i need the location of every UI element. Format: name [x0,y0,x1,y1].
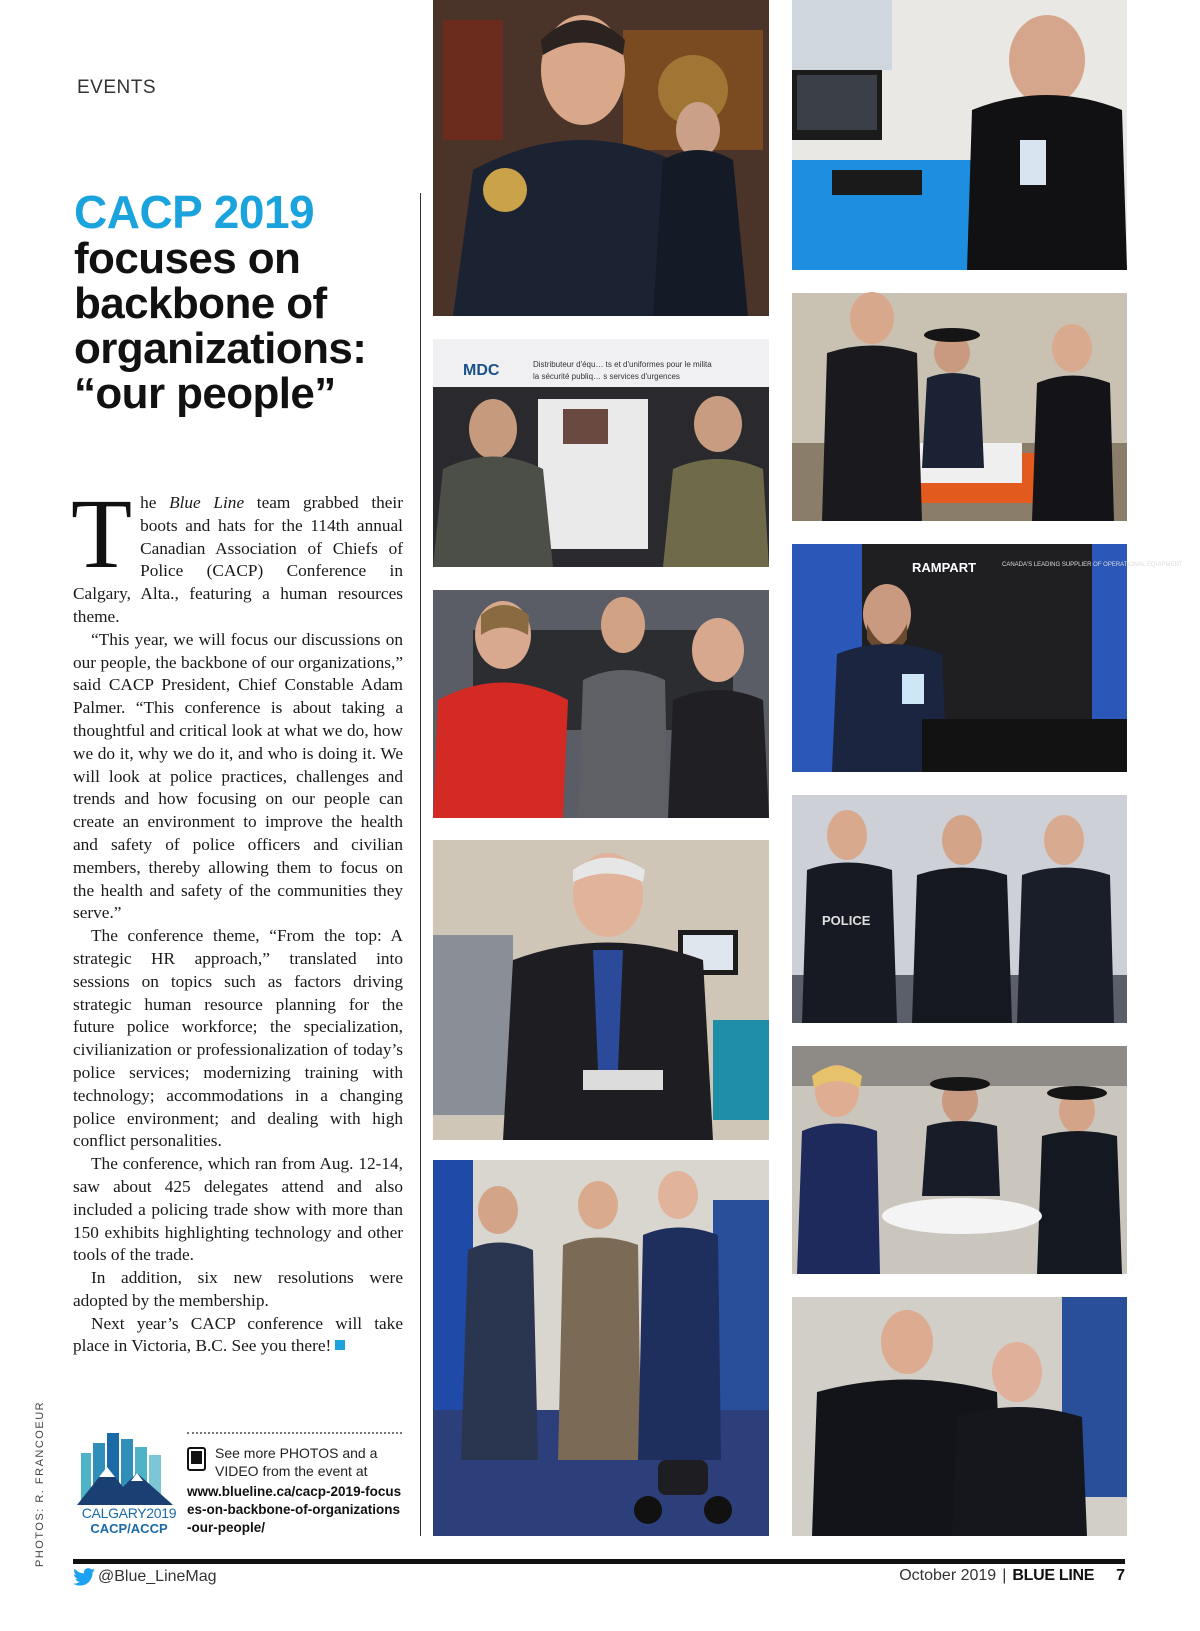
mdc-tagline-2: la sécurité publiq… s services d'urgences [533,372,680,381]
twitter-handle[interactable]: @Blue_LineMag [98,1568,217,1585]
mdc-brand-text: MDC [463,362,500,379]
paragraph-4: The conference, which ran from Aug. 12-14, saw about 425 delegates attend and also included a policing trade show with more than 150 exhibits highlighting technology and other tools of the trade. [73,1154,403,1265]
magazine-name: BLUE LINE [1012,1567,1095,1584]
more-photos-link[interactable]: www.blueline.ca/cacp-2019-focuses-on-backbone-of-organizations-our-people/ [187,1484,402,1535]
publication-name: Blue Line [169,493,245,512]
photo-5-art [433,1160,769,1536]
photo-11-art [792,1297,1127,1536]
paragraph-6 [73,1313,403,1359]
footer-rule [73,1559,1125,1564]
police-vest-text: POLICE [822,913,871,928]
photo-three-delegates [433,1160,769,1536]
photo-delegate-portrait [433,840,769,1140]
paragraph-1-rest: team grabbed their boots and hats for the 114th annual Canadian Association of Chiefs of Police (CACP) Conference in Calgary, Alta., featuring a human resources theme. [73,493,403,626]
photo-10-art [792,1046,1127,1274]
dotted-divider [187,1432,402,1434]
photo-chief-speaking [433,0,769,316]
headline-line-3: organizations: [74,324,367,373]
rampart-tagline: CANADA'S LEADING SUPPLIER OF OPERATIONAL EQUIPMENT [1002,562,1183,568]
photo-credit: PHOTOS: R. FRANCOEUR [34,1400,46,1567]
logo-org: CACP/ACCP [90,1521,168,1536]
headline-line-2: backbone of [74,279,327,328]
rampart-brand-text: RAMPART [912,560,977,575]
end-mark [335,1340,345,1350]
photo-two-officers [792,1297,1127,1536]
footer-folio [899,1567,1125,1585]
photo-equipment-table [792,293,1127,521]
paragraph-2: “This year, we will focus our discussions on our people, the backbone of our organizations,” said CACP President, Chief Constable Adam Palmer. “This conference is about taking a thoughtful and critical look at what we do, how we do it, why we do it, and who is doing it. We will look at police practices, challenges and trends and how focusing on our people can create an environment to improve the health and safety of police officers and civilian members, thereby allowing them to focus on the health and safety of the communities they serve.” [73,629,403,923]
paragraph-1-start: he [140,493,170,512]
column-divider [420,193,421,1536]
photo-9-art [792,795,1127,1023]
page-number: 7 [1116,1567,1125,1584]
paragraph-5: In addition, six new resolutions were adopted by the membership. [73,1268,403,1310]
photo-8-art [792,544,1183,772]
headline-accent: CACP 2019 [74,186,315,238]
section-label: EVENTS [77,77,157,98]
photo-6-art [792,0,1127,270]
photo-three-officers [792,795,1127,1023]
photo-2-art [433,339,769,567]
paragraph-1 [71,478,403,629]
twitter-icon [73,1568,95,1586]
more-photos-text: See more PHOTOS and a VIDEO from the event at [215,1445,378,1479]
article-body [71,478,403,1358]
photo-table-chat [792,1046,1127,1274]
photo-7-art [792,293,1127,521]
photo-4-art [433,840,769,1140]
photo-mdc-booth [433,339,769,567]
paragraph-3: The conference theme, “From the top: A strategic HR approach,” translated into sessions on topics such as factors driving strategic human resource planning for the future police workforce; the specialization, civilianization or professionalization of today’s police services; modernizing training with technology; accommodations in a changing police environment; and dealing with high conflict personalities. [73,926,403,1151]
drop-cap: T [71,478,133,589]
headline-line-1: focuses on [74,234,301,283]
headline-line-4: “our people” [74,369,336,418]
photo-trade-show-conversation [433,590,769,818]
logo-year: CALGARY2019 [81,1505,177,1521]
photo-3-art [433,590,769,818]
tablet-icon [187,1447,206,1471]
folio-separator: | [1002,1567,1007,1584]
paragraph-6-text: Next year’s CACP conference will take place in Victoria, B.C. See you there! [73,1313,403,1356]
mdc-tagline-1: Distributeur d'équ… ts et d'uniformes pour le milita [533,360,712,369]
headline [74,188,414,416]
photo-rampart-booth [792,544,1183,772]
issue-date: October 2019 [899,1567,997,1584]
photo-1-art [433,0,769,316]
photo-exhibitor-demo [792,0,1127,270]
